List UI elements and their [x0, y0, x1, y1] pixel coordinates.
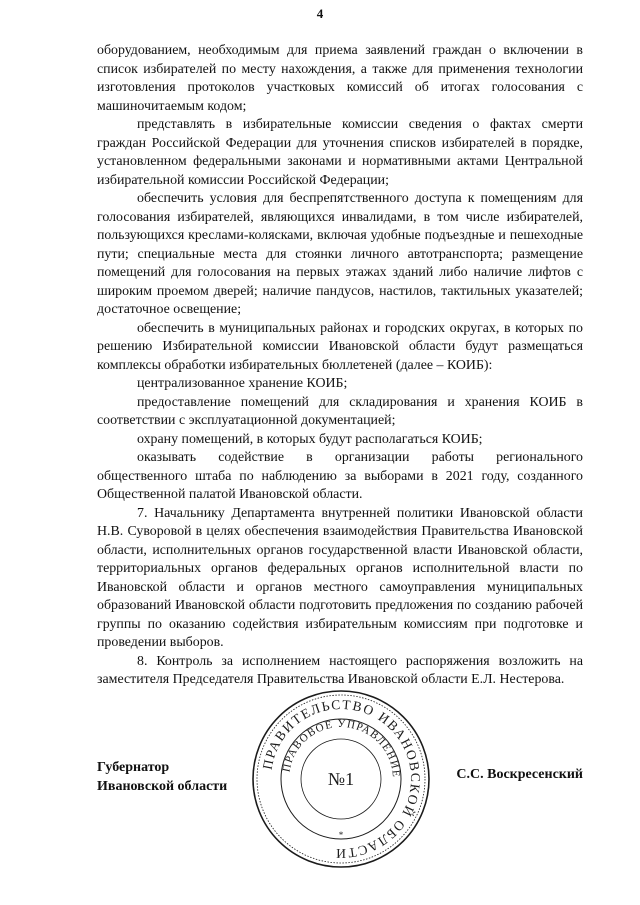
signatory-title-line1: Губернатор: [97, 760, 170, 775]
document-body: [97, 42, 583, 690]
signatory-title: [97, 758, 227, 796]
paragraph-public-hq: оказывать содействие в организации работы регионального общественного штаба по наблюдению за выборами в 2021 году, созданного Общественной палатой Ивановской области.: [97, 450, 583, 502]
page-number: 4: [316, 6, 324, 21]
paragraph-equipment: оборудованием, необходимым для приема заявлений граждан о включении в список избирателей по месту нахождения, а также для применения технологии изготовления протоколов участковых комиссий об итогах голосования с машиночитаемым кодом;: [97, 43, 583, 114]
paragraph-koib-premises: предоставление помещений для складирования и хранения КОИБ в соответствии с эксплуатационной документацией;: [97, 394, 583, 428]
signatory-title-line2: Ивановской области: [97, 779, 228, 794]
paragraph-koib-guard: охрану помещений, в которых будут располагаться КОИБ;: [137, 431, 483, 447]
seal-inner-text: ПРАВОВОЕ УПРАВЛЕНИЕ: [280, 717, 403, 779]
paragraph-accessibility: обеспечить условия для беспрепятственного доступа к помещениям для голосования избирателей, являющихся инвалидами, в том числе избирателей, пользующихся креслами-колясками, включая удобные подъездные и пешеходные пути; специальные места для стоянки личного автотранспорта; размещение помещений для голосования на первых этажах зданий либо наличие лифтов с широким проемом дверей; наличие пандусов, настилов, тактильных указателей; достаточное освещение;: [97, 191, 583, 317]
seal-star-icon: *: [338, 830, 344, 840]
paragraph-item-7: 7. Начальнику Департамента внутренней политики Ивановской области Н.В. Суворовой в целях обеспечения взаимодействия Правительства Ивановской области, исполнительных органов государственной власти Ивановской области, территориальных органов федеральных органов исполнительной власти по Ивановской области и органов местного самоуправления муниципальных образований Ивановской области подготовить предложения по созданию рабочей группы по оказанию содействия избирательным комиссиям при подготовке и проведении выборов.: [97, 505, 583, 650]
paragraph-death-records: представлять в избирательные комиссии сведения о фактах смерти граждан Российской Федерации для уточнения списков избирателей в порядке, установленном федеральными законами и нормативными актами Центральной избирательной комиссии Российской Федерации;: [97, 117, 583, 188]
seal-outer-text: ПРАВИТЕЛЬСТВО ИВАНОВСКОЙ ОБЛАСТИ: [259, 696, 424, 862]
official-seal: [250, 688, 432, 870]
seal-number: №1: [327, 769, 355, 789]
signatory-name: С.С. Воскресенский: [456, 767, 583, 782]
paragraph-koib-storage: централизованное хранение КОИБ;: [137, 376, 348, 391]
paragraph-item-8: 8. Контроль за исполнением настоящего распоряжения возложить на заместителя Председателя Правительства Ивановской области Е.Л. Нестерова.: [97, 653, 583, 687]
paragraph-koib-districts: обеспечить в муниципальных районах и городских округах, в которых по решению Избирательной комиссии Ивановской области будут размещаться комплексы обработки избирательных бюллетеней (далее – КОИБ):: [97, 320, 583, 373]
